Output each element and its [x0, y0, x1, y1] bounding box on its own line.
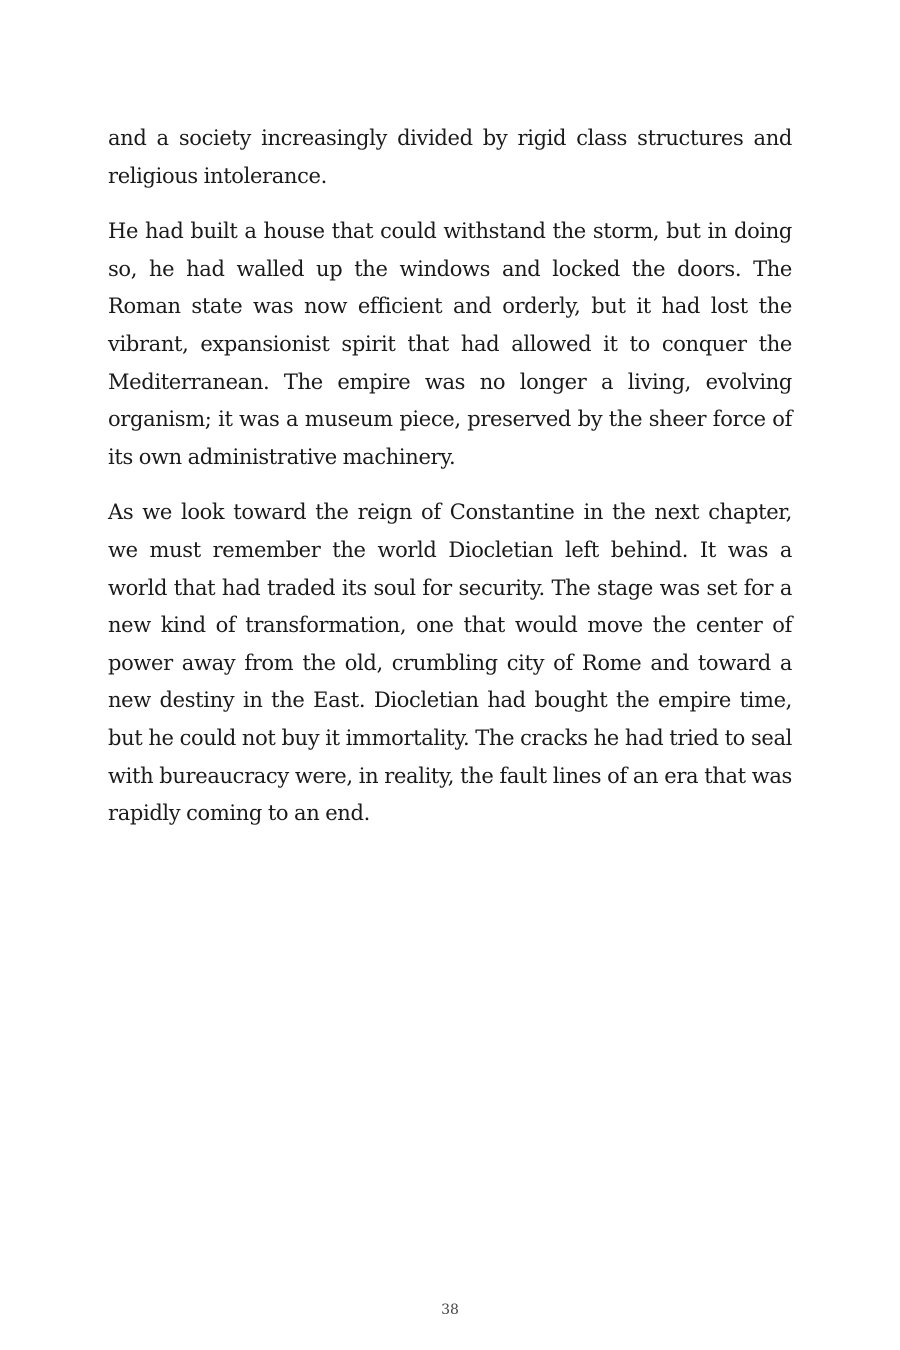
- paragraph-continuation: and a society increasingly divided by rigid class structures and religious intolerance.: [108, 126, 792, 188]
- paragraph-house-metaphor: He had built a house that could withstand the storm, but in doing so, he had walled up the windows and locked the doors. The Roman state was now efficient and orderly, but it had lost the vibrant, expansionist spirit that had allowed it to conquer the Mediterranean. The empire was no longer a living, evolving organism; it was a museum piece, preserved by the sheer force of its own administrative machinery.: [108, 219, 792, 469]
- page-number: 38: [441, 1302, 459, 1318]
- paragraph-constantine-transition: As we look toward the reign of Constantine in the next chapter, we must remember the world Diocletian left behind. It was a world that had traded its soul for security. The stage was set for a new kind of transformation, one that would move the center of power away from the old, crumbling city of Rome and toward a new destiny in the East. Diocletian had bought the empire time, but he could not buy it immortality. The cracks he had tried to seal with bureaucracy were, in reality, the fault lines of an era that was rapidly coming to an end.: [108, 500, 792, 826]
- body-text: [108, 120, 792, 851]
